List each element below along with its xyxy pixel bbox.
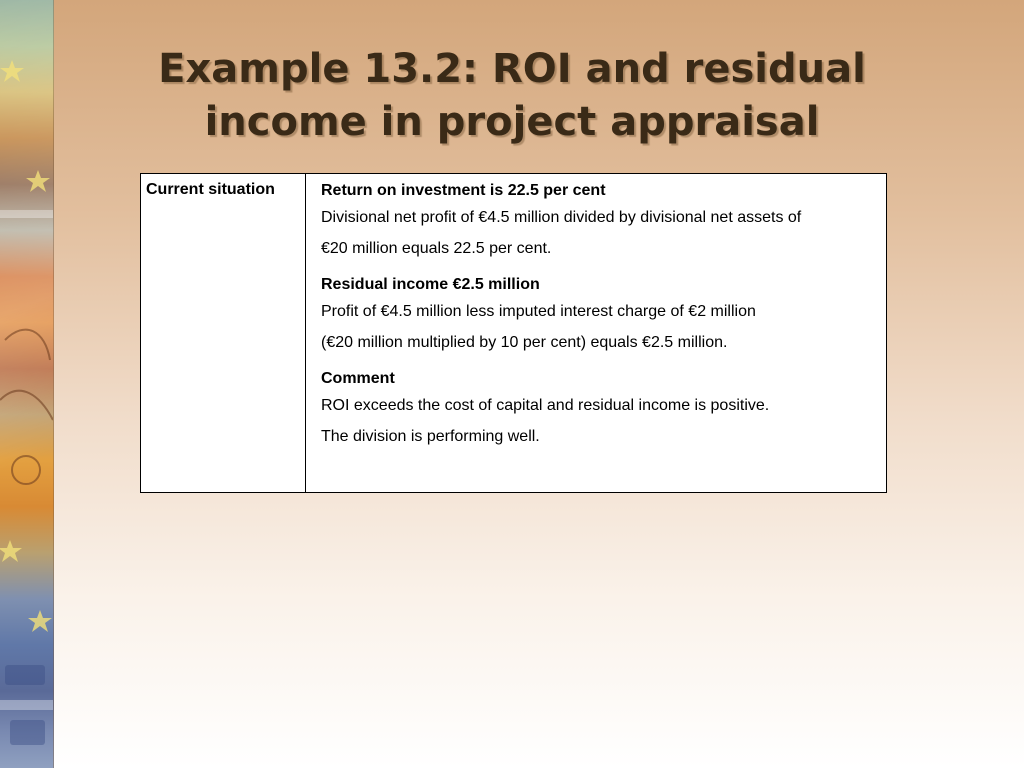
residual-income-heading: Residual income €2.5 million <box>321 276 540 293</box>
roi-section <box>321 181 886 264</box>
roi-line-1: Divisional net profit of €4.5 million divided by divisional net assets of <box>321 209 802 226</box>
residual-income-line-1: Profit of €4.5 million less imputed interest charge of €2 million <box>321 303 756 320</box>
euro-collage-image <box>0 0 53 768</box>
roi-example-table <box>140 173 887 493</box>
euro-banknotes-decorative-strip <box>0 0 54 768</box>
slide-title <box>60 43 964 149</box>
residual-income-line-2: (€20 million multiplied by 10 per cent) equals €2.5 million. <box>321 334 728 351</box>
table-left-column <box>141 174 306 492</box>
roi-line-2: €20 million equals 22.5 per cent. <box>321 240 552 257</box>
comment-section <box>321 369 886 452</box>
roi-heading: Return on investment is 22.5 per cent <box>321 182 606 199</box>
comment-line-1: ROI exceeds the cost of capital and residual income is positive. <box>321 397 770 414</box>
slide-title-line-2: income in project appraisal <box>204 99 820 145</box>
comment-heading: Comment <box>321 370 395 387</box>
current-situation-label: Current situation <box>146 181 275 198</box>
slide-title-line-1: Example 13.2: ROI and residual <box>158 46 866 92</box>
comment-line-2: The division is performing well. <box>321 428 540 445</box>
residual-income-section <box>321 275 886 358</box>
table-right-column <box>306 174 886 492</box>
